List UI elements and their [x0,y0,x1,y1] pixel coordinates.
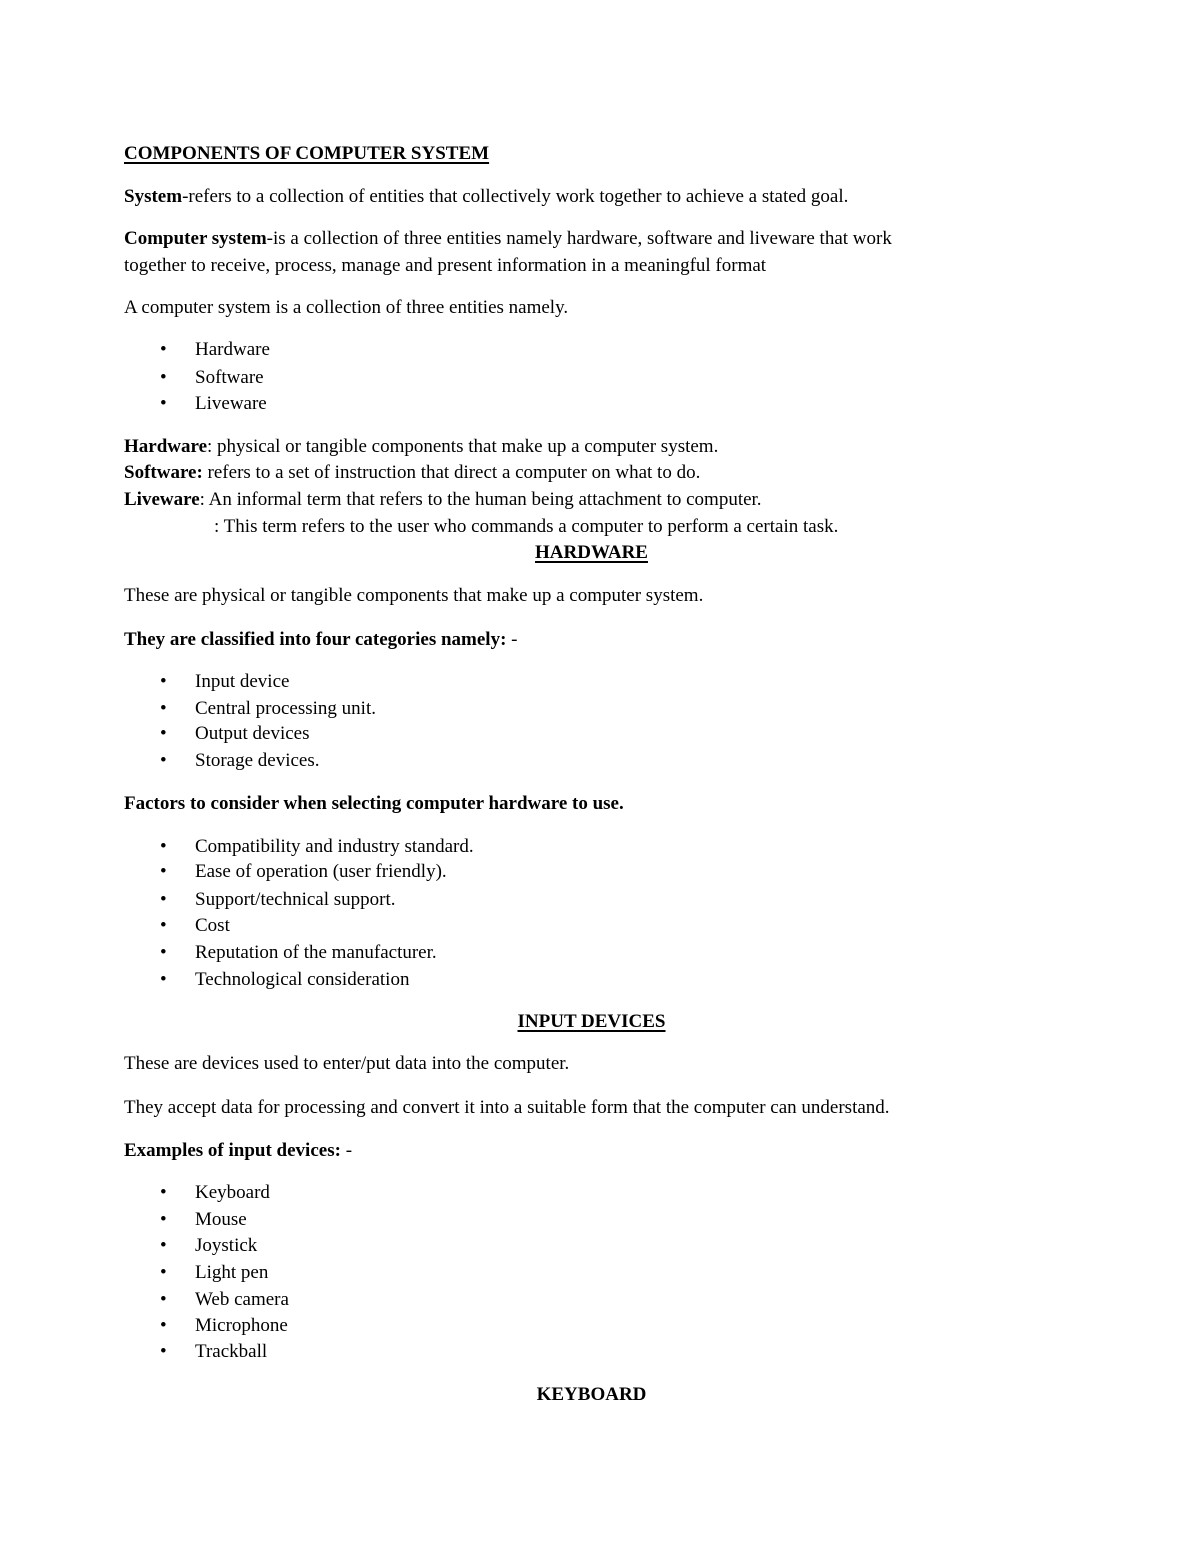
computer-system-text-line1: -is a collection of three entities namely hardware, software and liveware that work [266,228,892,249]
list-item-text: Support/technical support. [195,889,396,910]
list-item-text: Ease of operation (user friendly). [195,861,447,882]
bullet-icon: • [160,393,167,414]
classified-label-text: They are classified into four categories namely: [124,629,507,650]
bullet-icon: • [160,339,167,360]
bullet-icon: • [160,1235,167,1256]
bullet-icon: • [160,942,167,963]
bullet-icon: • [160,671,167,692]
bullet-icon: • [160,889,167,910]
list-item-text: Software [195,367,264,388]
bullet-icon: • [160,969,167,990]
list-item-text: Output devices [195,723,310,744]
bullet-icon: • [160,1289,167,1310]
list-item-text: Keyboard [195,1182,270,1203]
liveware-definition [124,488,762,512]
hardware-heading-text: HARDWARE [535,542,648,563]
list-item-text: Hardware [195,339,270,360]
system-text: -refers to a collection of entities that collectively work together to achieve a stated goal. [182,186,849,207]
list-item-text: Microphone [195,1315,288,1336]
input-devices-heading [124,1010,1059,1034]
bullet-icon: • [160,1262,167,1283]
keyboard-heading: KEYBOARD [536,1384,647,1405]
software-text: refers to a set of instruction that direct a computer on what to do. [202,462,701,483]
list-item-text: Compatibility and industry standard. [195,836,474,857]
liveware-text: : An informal term that refers to the human being attachment to computer. [199,489,762,510]
examples-label [124,1139,352,1163]
list-item-text: Liveware [195,393,267,414]
input-devices-heading-text: INPUT DEVICES [517,1011,666,1032]
list-item-text: Reputation of the manufacturer. [195,942,437,963]
list-item-text: Web camera [195,1289,289,1310]
hardware-text: : physical or tangible components that make up a computer system. [207,436,719,457]
classified-label-suffix: - [506,629,518,650]
hardware-term: Hardware [124,436,208,457]
bullet-icon: • [160,750,167,771]
bullet-icon: • [160,861,167,882]
hardware-intro: These are physical or tangible components that make up a computer system. [124,585,704,606]
computer-system-definition-line1 [124,227,892,251]
bullet-icon: • [160,367,167,388]
list-item-text: Cost [195,915,230,936]
bullet-icon: • [160,698,167,719]
examples-label-text: Examples of input devices: [124,1140,341,1161]
examples-label-suffix: - [340,1140,353,1161]
computer-system-term: Computer system [124,228,267,249]
document-title: COMPONENTS OF COMPUTER SYSTEM [124,143,490,164]
software-definition [124,461,700,485]
computer-system-text-line2: together to receive, process, manage and present information in a meaningful format [124,255,767,276]
bullet-icon: • [160,1209,167,1230]
system-definition [124,185,848,209]
input-devices-line1: These are devices used to enter/put data into the computer. [124,1053,570,1074]
software-term: Software: [124,462,203,483]
bullet-icon: • [160,1315,167,1336]
list-item-text: Technological consideration [195,969,410,990]
list-item-text: Input device [195,671,290,692]
bullet-icon: • [160,723,167,744]
list-item-text: Central processing unit. [195,698,376,719]
input-devices-line2: They accept data for processing and convert it into a suitable form that the computer can understand. [124,1097,890,1118]
classified-label [124,628,517,652]
liveware-extra: : This term refers to the user who commands a computer to perform a certain task. [214,516,839,537]
bullet-icon: • [160,915,167,936]
list-item-text: Storage devices. [195,750,320,771]
factors-label: Factors to consider when selecting computer hardware to use. [124,793,624,814]
hardware-heading [124,541,1059,565]
list-item-text: Trackball [195,1341,268,1362]
hardware-definition [124,435,718,459]
list-item-text: Mouse [195,1209,247,1230]
bullet-icon: • [160,1341,167,1362]
list-item-text: Light pen [195,1262,269,1283]
list-item-text: Joystick [195,1235,258,1256]
bullet-icon: • [160,836,167,857]
liveware-term: Liveware [124,489,200,510]
system-term: System [124,186,183,207]
entities-intro: A computer system is a collection of three entities namely. [124,297,569,318]
bullet-icon: • [160,1182,167,1203]
